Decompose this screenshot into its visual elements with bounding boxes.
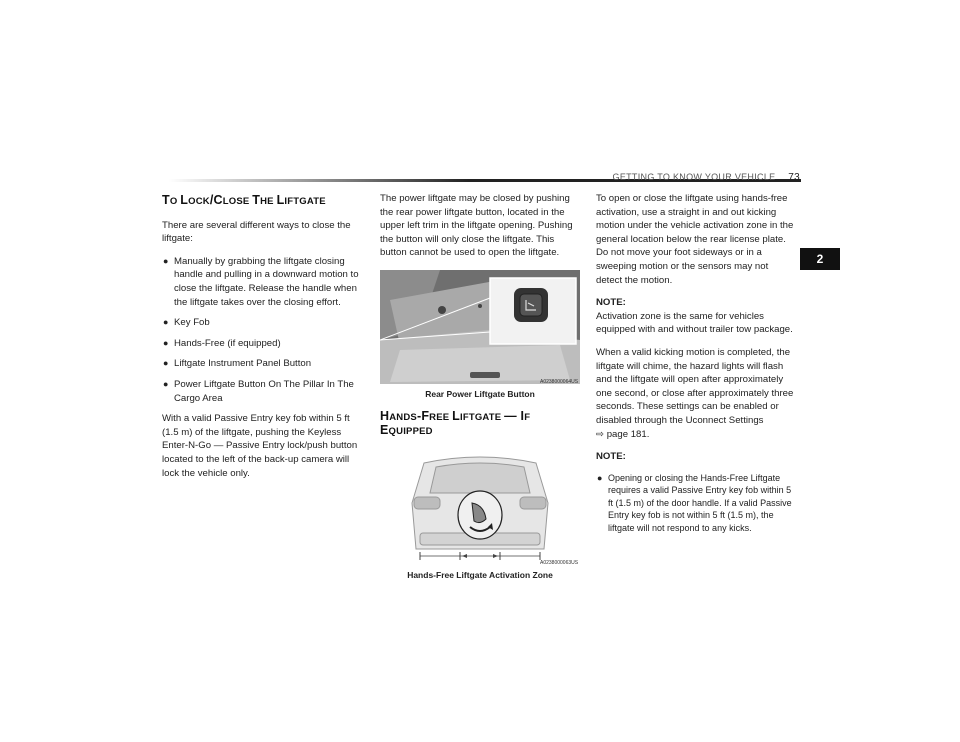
figure-caption: Hands-Free Liftgate Activation Zone bbox=[407, 569, 553, 580]
bullet-icon: ● bbox=[597, 472, 603, 483]
intro-paragraph: There are several different ways to close the liftgate: bbox=[162, 219, 351, 245]
kick-motion-paragraph: When a valid kicking motion is completed, the liftgate will chime, the hazard lights will flash and the liftgate will open after approximately one second, or close after approximately three seconds. These settings can be enabled or disabled through the Uconnect Settings ⇨ page 181. bbox=[596, 346, 794, 440]
list-item: ● Power Liftgate Button On The Pillar In The Cargo Area bbox=[163, 378, 354, 404]
list-item: ● Liftgate Instrument Panel Button bbox=[163, 358, 312, 370]
figure-caption: Rear Power Liftgate Button bbox=[425, 388, 535, 399]
note-text: Activation zone is the same for vehicles equipped with and without trailer tow package. bbox=[596, 310, 793, 336]
bullet-icon: ● bbox=[163, 337, 169, 348]
hands-free-paragraph: To open or close the liftgate using hands-free activation, use a straight in and out kicking motion under the vehicle activation zone in the general location below the rear license plate. Do not move your foot sideways or in a sweeping motion or the sensors may not detect the motion. bbox=[596, 193, 794, 286]
column-right bbox=[596, 192, 796, 542]
bullet-icon: ● bbox=[163, 358, 169, 369]
note-label: NOTE: bbox=[596, 297, 626, 309]
list-item: ● Key Fob bbox=[163, 317, 210, 329]
passive-entry-paragraph: With a valid Passive Entry key fob within 5 ft (1.5 m) of the liftgate, pushing the Keyless Enter-N-Go — Passive Entry lock/push button located to the left of the back-up camera will lock the vehicle only. bbox=[162, 413, 358, 479]
page-reference-arrow-icon: ⇨ bbox=[596, 428, 605, 440]
close-methods-list bbox=[162, 255, 367, 405]
figure-id: A0238000063US bbox=[540, 559, 579, 566]
rear-power-liftgate-button-figure bbox=[380, 270, 580, 384]
running-head bbox=[600, 172, 800, 183]
chapter-tab[interactable]: 2 bbox=[800, 248, 840, 270]
note-label: NOTE: bbox=[596, 451, 626, 463]
power-liftgate-paragraph: The power liftgate may be closed by pushing the rear power liftgate button, located in the upper left trim in the liftgate opening. Pushing the button will only close the liftgate. This button cannot be used to open the liftgate. bbox=[380, 193, 573, 259]
hands-free-activation-figure bbox=[380, 453, 580, 565]
page-number: 73 bbox=[788, 172, 800, 183]
section-heading-lock-close: TO LOCK/CLOSE THE LIFTGATE bbox=[162, 193, 326, 207]
column-left bbox=[162, 192, 367, 489]
note-list bbox=[596, 472, 796, 535]
header-rule-fade bbox=[169, 179, 469, 182]
bullet-icon: ● bbox=[163, 255, 169, 266]
section-heading-hands-free: HANDS-FREE LIFTGATE — IF EQUIPPED bbox=[380, 408, 531, 438]
vehicle-rear-illustration bbox=[380, 453, 580, 565]
list-item: ● Manually by grabbing the liftgate closing handle and pulling in a downward motion to close the liftgate. Release the handle when the liftgate takes over the closing effort. bbox=[163, 255, 359, 308]
list-item: ● Opening or closing the Hands-Free Liftgate requires a valid Passive Entry key fob within 5 ft (1.5 m) of the door handle. If a valid Passive Entry key fob is not within 5 ft (1.5 m), the liftgate will not respond to any kicks. bbox=[597, 472, 792, 534]
column-middle bbox=[380, 192, 580, 590]
cargo-area-illustration bbox=[380, 270, 580, 384]
list-item: ● Hands-Free (if equipped) bbox=[163, 337, 281, 349]
figure-id: A0238000064US bbox=[540, 378, 579, 384]
bullet-icon: ● bbox=[163, 378, 169, 389]
page-reference-link[interactable]: page 181. bbox=[606, 428, 650, 440]
bullet-icon: ● bbox=[163, 317, 169, 328]
section-title: GETTING TO KNOW YOUR VEHICLE bbox=[612, 172, 776, 182]
